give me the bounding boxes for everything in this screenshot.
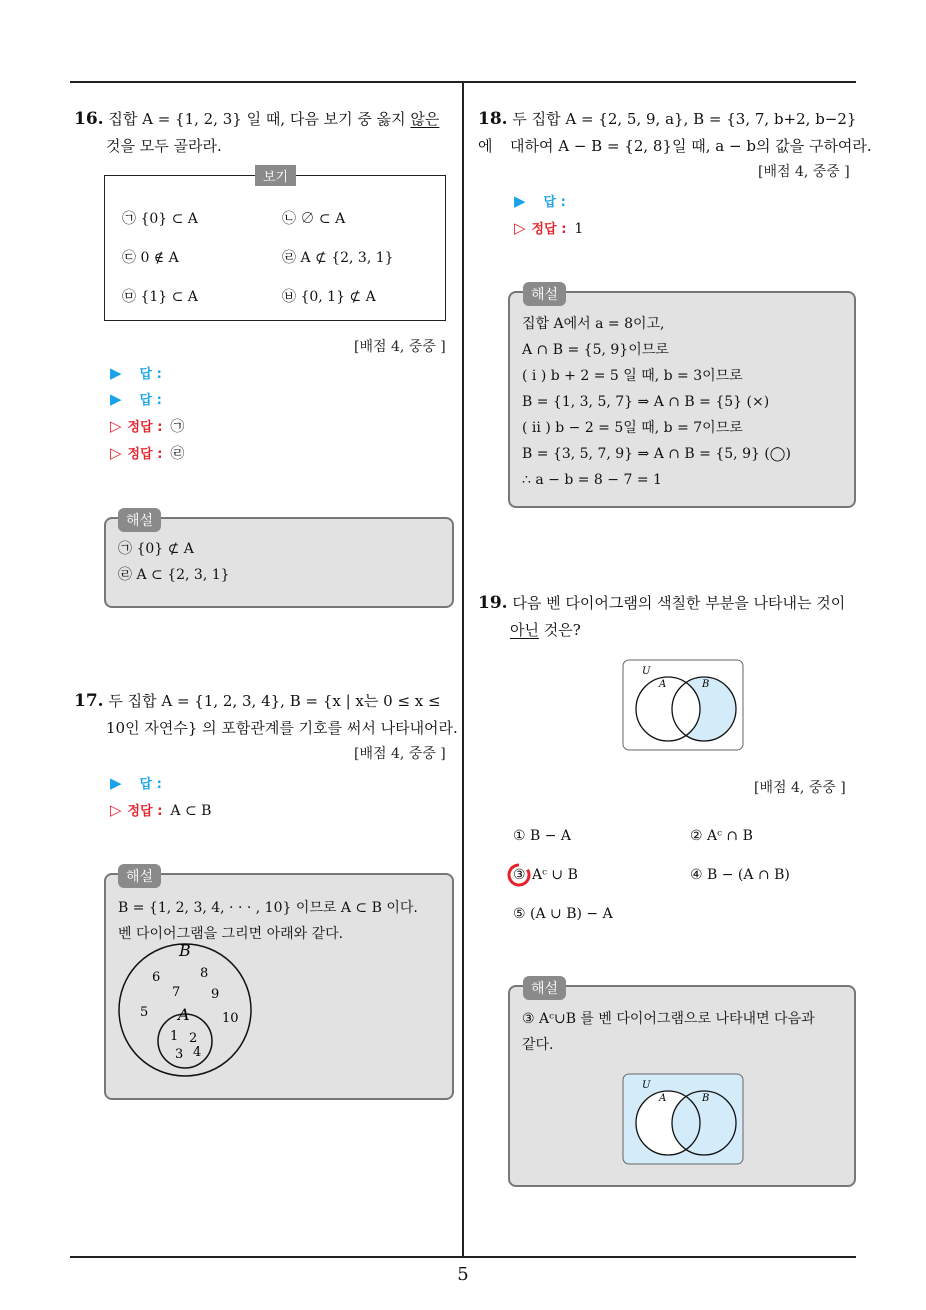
play-icon: ▶ bbox=[110, 774, 122, 792]
question-number: 16. bbox=[74, 109, 104, 129]
set-a-label: A bbox=[178, 1005, 190, 1024]
correct-answer-row bbox=[110, 800, 211, 819]
answer-label: 답 : bbox=[543, 195, 566, 210]
question-number: 18. bbox=[478, 109, 508, 129]
set-b-label: B bbox=[179, 941, 191, 960]
solution-line: ㉠ {0} ⊄ A bbox=[118, 541, 194, 557]
question-18-line2: 대하여 A − B = {2, 8}일 때, a − b의 값을 구하여라. bbox=[510, 137, 872, 155]
solution-tab: 해설 bbox=[523, 282, 566, 306]
solution-line: 같다. bbox=[522, 1037, 554, 1053]
solution-line: B = {3, 5, 7, 9} ⇒ A ∩ B = {5, 9} (◯) bbox=[522, 446, 791, 462]
score-label: [배점 4, 중중 ] bbox=[354, 339, 446, 355]
solution-tab: 해설 bbox=[118, 864, 161, 888]
correct-label: 정답 : bbox=[127, 420, 163, 435]
correct-value: 1 bbox=[574, 221, 584, 237]
correct-answer-row bbox=[110, 443, 184, 463]
choice-2[interactable]: ② Aᶜ ∩ B bbox=[690, 828, 753, 844]
score-label: [배점 4, 중중 ] bbox=[754, 780, 846, 796]
solution-line: ( ii ) b − 2 = 5일 때, b = 7이므로 bbox=[522, 420, 743, 436]
venn-element: 5 bbox=[140, 1005, 149, 1020]
answer-label: 답 : bbox=[139, 367, 162, 382]
question-number: 17. bbox=[74, 691, 104, 711]
correct-label: 정답 : bbox=[127, 804, 163, 819]
correct-label: 정답 : bbox=[127, 447, 163, 462]
question-number: 19. bbox=[478, 593, 508, 613]
set-b-label: B bbox=[702, 1093, 710, 1104]
correct-answer-row bbox=[514, 218, 583, 237]
column-divider bbox=[462, 82, 464, 1258]
solution-tab: 해설 bbox=[523, 976, 566, 1000]
question-16 bbox=[74, 106, 459, 133]
question-text: 것은? bbox=[538, 621, 581, 639]
correct-value: A ⊂ B bbox=[170, 803, 212, 819]
solution-line: ③ Aᶜ∪B 를 벤 다이어그램으로 나타내면 다음과 bbox=[522, 1011, 815, 1027]
answer-row bbox=[110, 389, 162, 408]
choice-3[interactable] bbox=[513, 867, 578, 883]
question-17-line2: 10인 자연수} 의 포함관계를 기호를 써서 나타내어라. bbox=[106, 719, 458, 737]
play-icon: ▶ bbox=[514, 192, 526, 210]
question-19 bbox=[478, 590, 862, 617]
venn-element: 7 bbox=[172, 985, 181, 1000]
solution-line: B = {1, 3, 5, 7} ⇒ A ∩ B = {5} (×) bbox=[522, 394, 770, 410]
solution-line: A ∩ B = {5, 9}이므로 bbox=[522, 342, 669, 358]
answer-label: 답 : bbox=[139, 777, 162, 792]
venn-diagram-nested bbox=[110, 938, 260, 1080]
set-a-label: A bbox=[659, 679, 667, 690]
venn-element: 1 bbox=[170, 1029, 179, 1044]
universe-label: U bbox=[642, 666, 651, 677]
venn-element: 3 bbox=[175, 1047, 184, 1062]
red-circle-mark-icon bbox=[507, 862, 535, 888]
question-text: 다음 벤 다이어그램의 색칠한 부분을 나타내는 것이 bbox=[512, 594, 846, 612]
venn-element: 2 bbox=[189, 1031, 198, 1046]
answer-row bbox=[110, 363, 162, 382]
solution-line: ( i ) b + 2 = 5 일 때, b = 3이므로 bbox=[522, 368, 743, 384]
venn-element: 6 bbox=[152, 970, 161, 985]
underlined-word: 아닌 bbox=[510, 621, 539, 639]
venn-element: 4 bbox=[193, 1045, 202, 1060]
venn-diagram-solution bbox=[622, 1073, 744, 1165]
page-number: 5 bbox=[457, 1264, 469, 1285]
venn-element: 9 bbox=[211, 987, 220, 1002]
bogi-option: ㉥ {0, 1} ⊄ A bbox=[282, 289, 376, 305]
bogi-option: ㉤ {1} ⊂ A bbox=[122, 289, 198, 305]
answer-row bbox=[514, 191, 566, 210]
answer-row bbox=[110, 773, 162, 792]
correct-value: ㉣ bbox=[170, 446, 185, 462]
score-label: [배점 4, 중중 ] bbox=[354, 746, 446, 762]
solution-line: 집합 A에서 a = 8이고, bbox=[522, 316, 665, 332]
solution-line: B = {1, 2, 3, 4, · · · , 10} 이므로 A ⊂ B 이다. bbox=[118, 900, 418, 916]
outline-triangle-icon: ▷ bbox=[514, 219, 526, 237]
solution-line: ∴ a − b = 8 − 7 = 1 bbox=[522, 472, 662, 488]
score-label: [배점 4, 중중 ] bbox=[758, 164, 850, 180]
bottom-rule bbox=[70, 1256, 856, 1258]
solution-tab: 해설 bbox=[118, 508, 161, 532]
outline-triangle-icon: ▷ bbox=[110, 801, 122, 819]
bogi-option: ㉣ A ⊄ {2, 3, 1} bbox=[282, 250, 394, 266]
venn-element: 10 bbox=[222, 1011, 239, 1026]
play-icon: ▶ bbox=[110, 390, 122, 408]
answer-label: 답 : bbox=[139, 393, 162, 408]
venn-diagram-question bbox=[622, 659, 744, 751]
correct-label: 정답 : bbox=[531, 222, 567, 237]
bogi-option: ㉡ ∅ ⊂ A bbox=[282, 211, 346, 227]
correct-value: ㉠ bbox=[170, 419, 185, 435]
set-a-label: A bbox=[659, 1093, 667, 1104]
play-icon: ▶ bbox=[110, 364, 122, 382]
question-19-line2 bbox=[510, 617, 581, 644]
bogi-label: 보기 bbox=[255, 165, 296, 186]
solution-line: ㉣ A ⊂ {2, 3, 1} bbox=[118, 567, 230, 583]
question-17 bbox=[74, 688, 459, 715]
question-text: 두 집합 A = {1, 2, 3, 4}, B = {x | x는 0 ≤ x ≤ bbox=[108, 692, 441, 710]
choice-4[interactable]: ④ B − (A ∩ B) bbox=[690, 867, 790, 883]
universe-label: U bbox=[642, 1080, 651, 1091]
choice-3-marker: ③ bbox=[513, 867, 526, 883]
underlined-word: 않은 bbox=[410, 110, 440, 128]
solution-line: 벤 다이어그램을 그리면 아래와 같다. bbox=[118, 926, 344, 942]
question-text: 집합 A = {1, 2, 3} 일 때, 다음 보기 중 옳지 bbox=[108, 110, 411, 128]
outline-triangle-icon: ▷ bbox=[110, 417, 122, 435]
venn-element: 8 bbox=[200, 966, 209, 981]
set-b-label: B bbox=[702, 679, 710, 690]
choice-1[interactable]: ① B − A bbox=[513, 828, 572, 844]
choice-3-text: Aᶜ ∪ B bbox=[532, 867, 578, 883]
question-text: 두 집합 A = {2, 5, 9, a}, B = {3, 7, b+2, b−2}에 bbox=[478, 110, 857, 155]
choice-5[interactable]: ⑤ (A ∪ B) − A bbox=[513, 906, 613, 922]
bogi-option: ㉠ {0} ⊂ A bbox=[122, 211, 198, 227]
bogi-option: ㉢ 0 ∉ A bbox=[122, 250, 179, 266]
question-16-line2: 것을 모두 골라라. bbox=[106, 137, 222, 155]
outline-triangle-icon: ▷ bbox=[110, 444, 122, 462]
correct-answer-row bbox=[110, 416, 184, 436]
